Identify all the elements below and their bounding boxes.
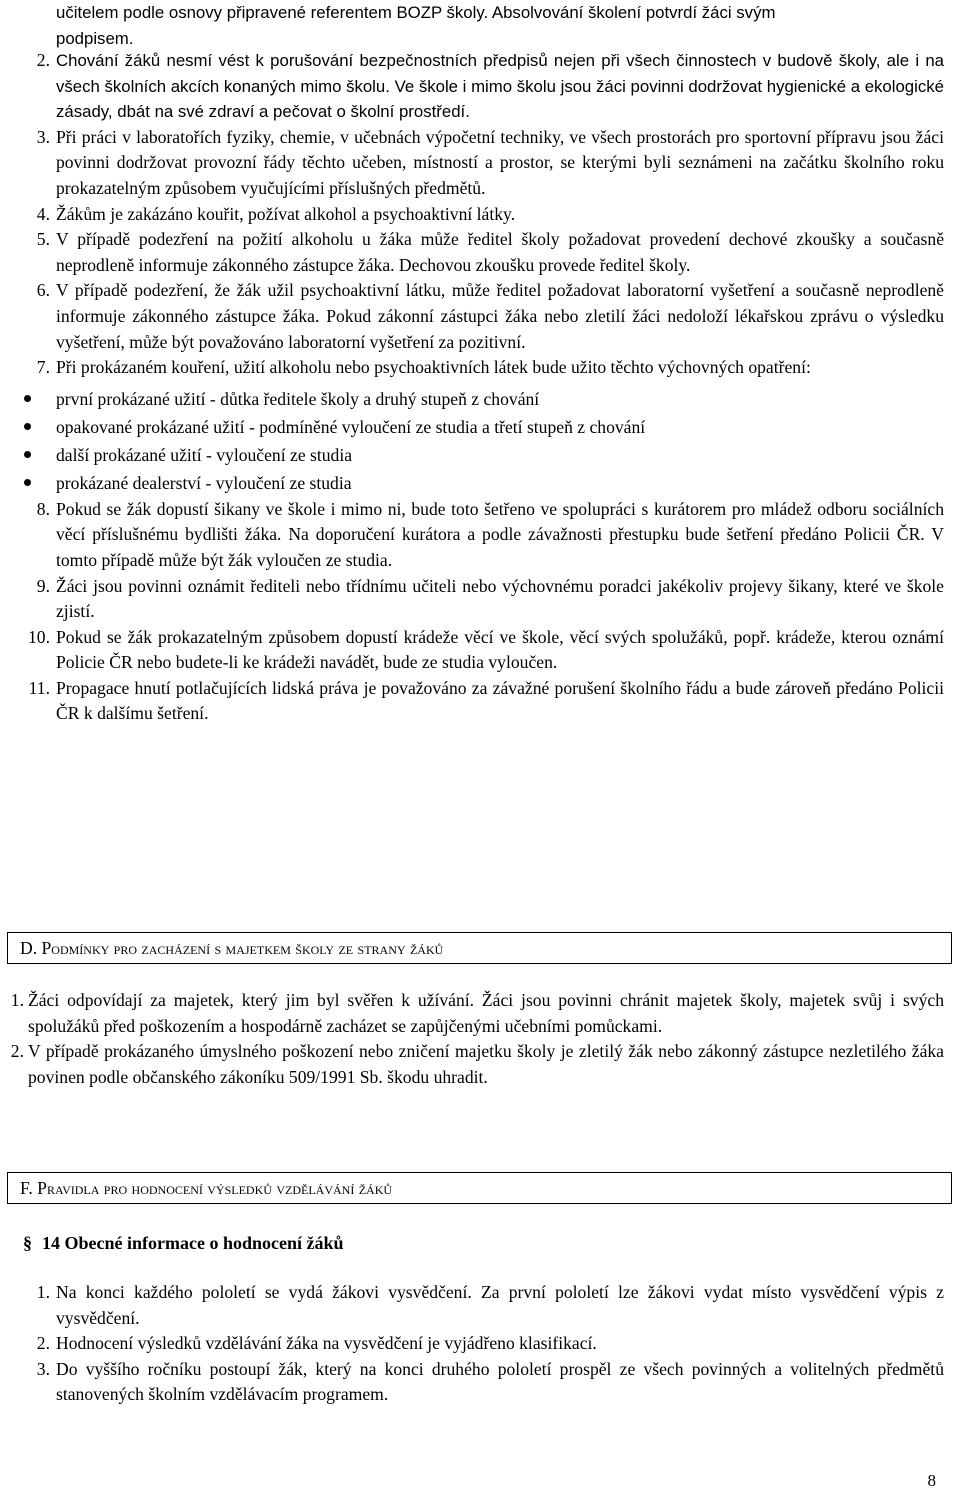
measure-item: další prokázané užití - vyloučení ze studia — [0, 441, 944, 469]
rule-text: V případě podezření na požití alkoholu u žáka může ředitel školy požadovat provedení dechové zkoušky a současně neprodleně informuje zákonného zástupce žáka. Dechovou zkoušku provede ředitel školy. — [56, 229, 944, 275]
section-d-item — [10, 1039, 944, 1090]
item-text: Žáci odpovídají za majetek, který jim byl svěřen k užívání. Žáci jsou povinni chránit majetek školy, majetek svůj i svých spolužáků před poškozením a hospodárně zacházet se zapůjčenými učebními pomůckami. — [28, 990, 944, 1036]
section-f-item — [36, 1331, 944, 1357]
rule-number: 6. — [36, 280, 50, 301]
item-text: V případě prokázaného úmyslného poškození nebo zničení majetku školy je zletilý žák nebo zákonný zástupce nezletilého žáka povinen podle občanského zákoníku 509/1991 Sb. škodu uhradit. — [28, 1041, 944, 1087]
rule-item — [36, 125, 944, 202]
subsection-heading — [23, 1230, 344, 1256]
section-d-heading — [7, 932, 952, 964]
rule-number: 8. — [36, 498, 50, 519]
item-number: 3. — [36, 1358, 50, 1379]
measures-list — [0, 385, 944, 497]
item-text: Na konci každého pololetí se vydá žákovi vysvědčení. Za první pololetí lze žákovi vydat místo vysvědčení výpis z vysvědčení. — [56, 1282, 944, 1328]
rule-number: 10. — [28, 626, 50, 647]
rule-number: 9. — [36, 575, 50, 596]
rule-item — [36, 278, 944, 355]
bullet-icon — [24, 479, 31, 486]
rule-text: Pokud se žák prokazatelným způsobem dopustí krádeže věcí ve škole, věcí svých spolužáků, popř. krádeže, kterou oznámí Policie ČR nebo budete-li ke krádeži navádět, bude ze studia vyloučen. — [56, 626, 944, 673]
rule-number: 5. — [36, 229, 50, 250]
rule-item — [28, 625, 944, 676]
rule-number: 4. — [36, 203, 50, 224]
item-number: 1. — [10, 990, 24, 1010]
measure-item: prokázané dealerství - vyloučení ze studia — [0, 469, 944, 497]
section-f-item — [36, 1357, 944, 1408]
intro-paragraph — [56, 0, 944, 51]
section-f-title: F. Pravidla pro hodnocení výsledků vzdělávání žáků — [20, 1178, 393, 1198]
rule-item — [36, 227, 944, 278]
rule-number: 2. — [36, 50, 50, 70]
measure-item: opakované prokázané užití - podmíněné vyloučení ze studia a třetí stupeň z chování — [0, 413, 944, 441]
measure-item: první prokázané užití - důtka ředitele školy a druhý stupeň z chování — [0, 385, 944, 413]
item-number: 2. — [10, 1041, 24, 1062]
rule-number: 7. — [36, 357, 50, 378]
item-text: Hodnocení výsledků vzdělávání žáka na vysvědčení je vyjádřeno klasifikací. — [56, 1333, 597, 1354]
intro-line-2: podpisem. — [56, 28, 134, 48]
intro-line-1: učitelem podle osnovy připravené referentem BOZP školy. Absolvování školení potvrdí žáci svým — [56, 3, 776, 22]
section-f-heading — [7, 1172, 952, 1204]
section-sign: § — [23, 1233, 32, 1253]
rule-text: V případě podezření, že žák užil psychoaktivní látku, může ředitel požadovat laboratorní vyšetření a současně neprodleně informuje zákonného zástupce žáka. Pokud zákonní zástupci žáka nebo zletilí žáci nedoloží lékařskou zprávu o výsledku vyšetření, může být považováno laboratorní vyšetření za pozitivní. — [56, 280, 944, 352]
rule-text: Žáci jsou povinni oznámit řediteli nebo třídnímu učiteli nebo výchovnému poradci jakékoliv projevy šikany, které ve škole zjistí. — [56, 575, 944, 622]
item-number: 2. — [36, 1333, 50, 1354]
section-f-item — [36, 1280, 944, 1331]
rule-item — [36, 355, 944, 497]
rule-item — [36, 497, 944, 574]
item-text: Do vyššího ročníku postoupí žák, který na konci druhého pololetí prospěl ze všech povinných a volitelných předmětů stanovených školním vzdělávacím programem. — [56, 1358, 944, 1405]
rule-text: Chování žáků nesmí vést k porušování bezpečnostních předpisů nejen při všech činnostech v budově školy, ale i na všech školních akcích konaných mimo školu. Ve škole i mimo školu jsou žáci povinni dodržovat hygienické a ekologické zásady, dbát na své zdraví a pečovat o školní prostředí. — [56, 51, 944, 122]
section-d-list — [10, 988, 944, 1090]
section-d-title: D. Podmínky pro zacházení s majetkem školy ze strany žáků — [20, 938, 444, 958]
rule-item — [36, 202, 944, 228]
subsection-title: 14 Obecné informace o hodnocení žáků — [42, 1233, 344, 1253]
rule-text: Při práci v laboratořích fyziky, chemie, v učebnách výpočetní techniky, ve všech prostorách pro sportovní přípravu jsou žáci povinni dodržovat provozní řády těchto učeben, místností a prostor, se kterými byli seznámeni na začátku školního roku prokazatelným způsobem vyučujícími příslušných předmětů. — [56, 126, 944, 198]
bullet-icon — [24, 451, 31, 458]
rule-text: Propagace hnutí potlačujících lidská práva je považováno za závažné porušení školního řádu a bude zároveň předáno Policii ČR k dalšímu šetření. — [56, 677, 944, 724]
rules-list — [28, 48, 944, 727]
rule-item — [28, 676, 944, 727]
rule-text: Pokud se žák dopustí šikany ve škole i mimo ni, bude toto šetřeno ve spolupráci s kurátorem pro mládež odboru sociálních věcí příslušnému bydlišti žáka. Na doporučení kurátora a podle závažnosti přestupku bude šetření předáno Policii ČR. V tomto případě může být žák vyloučen ze studia. — [56, 498, 944, 570]
page-number: 8 — [927, 1471, 936, 1490]
bullet-icon — [24, 423, 31, 430]
rule-number: 3. — [36, 126, 50, 147]
rule-number: 11. — [28, 677, 50, 698]
bullet-icon — [24, 395, 31, 402]
section-d-item — [10, 988, 944, 1039]
item-number: 1. — [36, 1282, 50, 1302]
rule-text: Při prokázaném kouření, užití alkoholu nebo psychoaktivních látek bude užito těchto výchovných opatření: — [56, 357, 811, 378]
rule-item — [36, 48, 944, 125]
rule-item — [36, 574, 944, 625]
section-f-list — [36, 1280, 944, 1408]
rule-text: Žákům je zakázáno kouřit, požívat alkohol a psychoaktivní látky. — [56, 203, 516, 224]
